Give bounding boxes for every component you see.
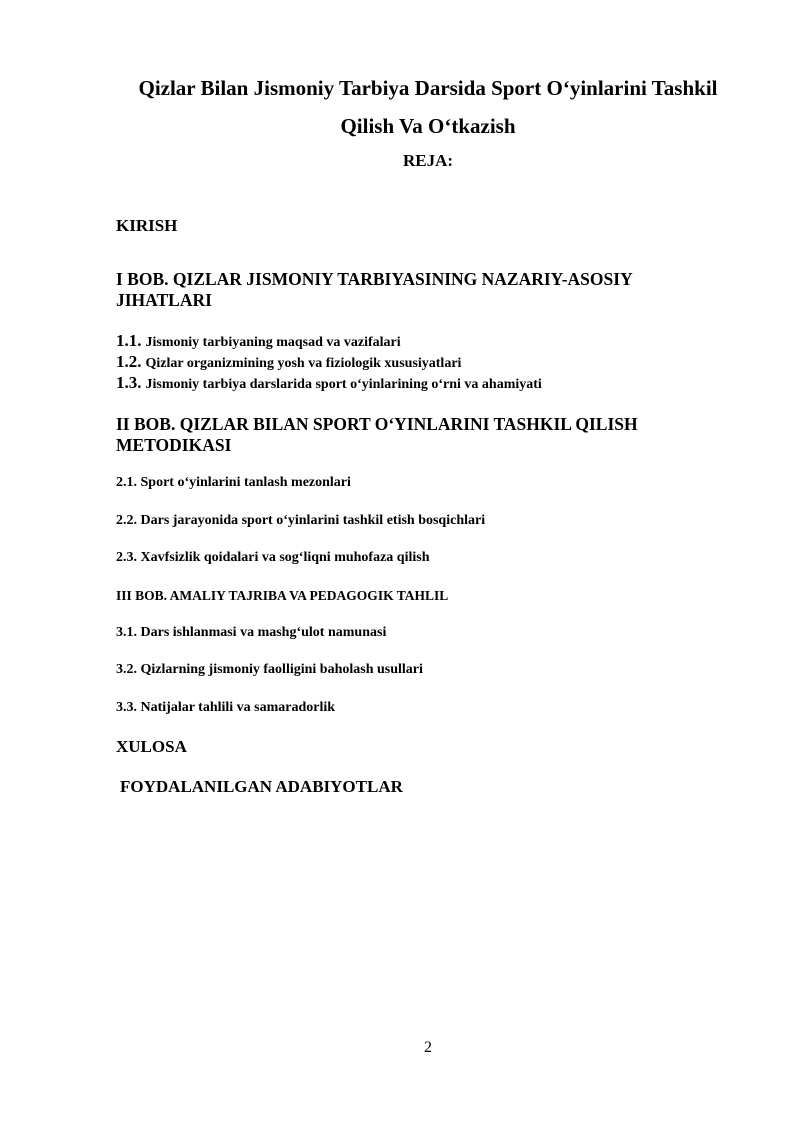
page-number: 2 <box>424 1039 432 1056</box>
toc-references: FOYDALANILGAN ADABIYOTLAR <box>120 777 403 796</box>
toc-item-3-2: 3.2. Qizlarning jismoniy faolligini baholash usullari <box>116 662 423 677</box>
document-title-line-2: Qilish Va O‘tkazish <box>340 114 516 138</box>
toc-item-1-3 <box>116 373 542 393</box>
toc-item-2-2: 2.2. Dars jarayonida sport o‘yinlarini tashkil etish bosqichlari <box>116 513 486 528</box>
toc-item-text: Qizlar organizmining yosh va fiziologik xususiyatlari <box>145 356 462 371</box>
document-title-line-1: Qizlar Bilan Jismoniy Tarbiya Darsida Sport O‘yinlarini Tashkil <box>138 76 718 100</box>
plan-heading: REJA: <box>402 151 454 170</box>
toc-conclusion: XULOSA <box>116 737 187 756</box>
toc-item-text: Jismoniy tarbiya darslarida sport o‘yinlarining o‘rni va ahamiyati <box>145 377 542 392</box>
toc-chapter-3-title: III BOB. AMALIY TAJRIBA VA PEDAGOGIK TAHLIL <box>116 588 449 603</box>
toc-item-number: 1.1. <box>116 331 142 350</box>
toc-item-2-3: 2.3. Xavfsizlik qoidalari va sog‘liqni muhofaza qilish <box>116 550 430 565</box>
toc-item-1-1 <box>116 331 401 351</box>
toc-item-1-2 <box>116 352 461 372</box>
toc-item-2-1: 2.1. Sport o‘yinlarini tanlash mezonlari <box>116 475 351 490</box>
toc-item-number: 1.3. <box>116 373 142 392</box>
toc-item-3-3: 3.3. Natijalar tahlili va samaradorlik <box>116 700 336 715</box>
toc-intro: KIRISH <box>116 216 178 235</box>
toc-item-text: Jismoniy tarbiyaning maqsad va vazifalari <box>145 335 401 350</box>
toc-chapter-2-title: II BOB. QIZLAR BILAN SPORT O‘YINLARINI TASHKIL QILISH METODIKASI <box>116 414 638 455</box>
toc-item-number: 1.2. <box>116 352 142 371</box>
toc-chapter-1-title: I BOB. QIZLAR JISMONIY TARBIYASINING NAZARIY-ASOSIY JIHATLARI <box>116 269 633 310</box>
toc-item-3-1: 3.1. Dars ishlanmasi va mashg‘ulot namunasi <box>116 625 387 640</box>
